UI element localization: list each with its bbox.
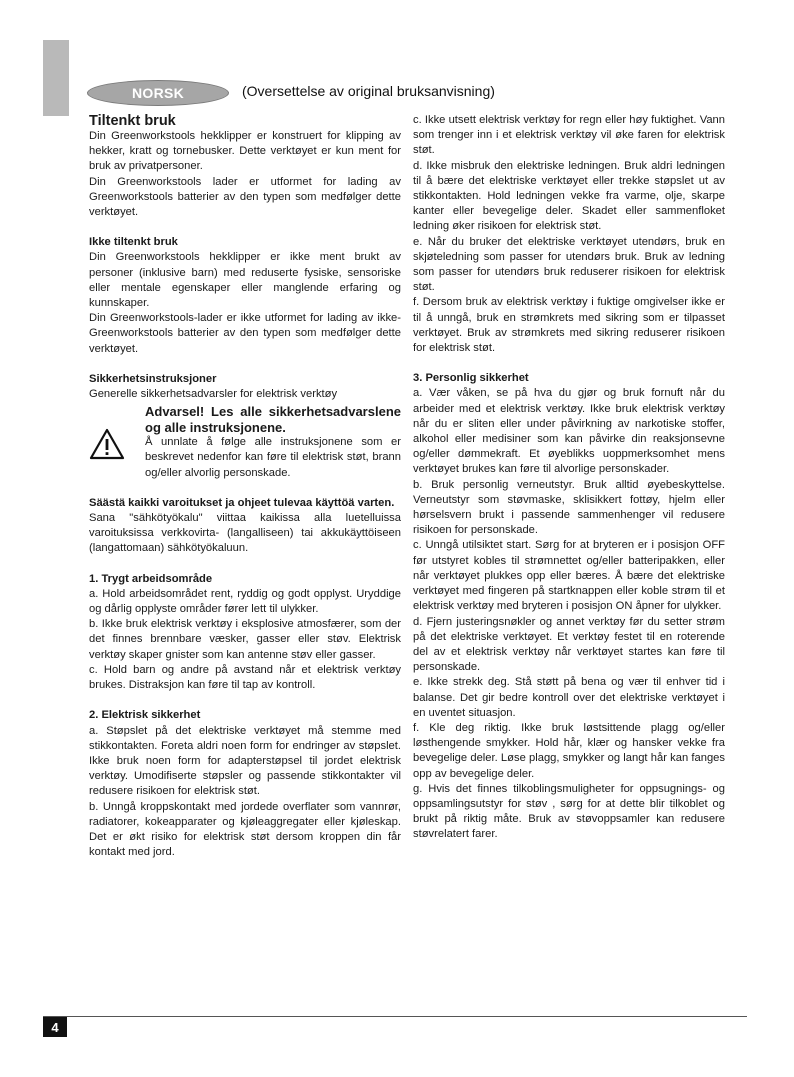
safety-subheading: Generelle sikkerhetsadvarsler for elektrisk verktøy [89, 388, 338, 401]
language-badge: NORSK [87, 80, 229, 106]
work-area-item-c: c. Hold barn og andre på avstand når et elektrisk verktøy brukes. Distraksjon kan føre til tap av kontroll. [89, 663, 401, 692]
electrical-item-f: f. Dersom bruk av elektrisk verktøy i fuktige omgivelser ikke er til å unngå, bruk en strømkrets med sikring som er tilpasset verktøyet. Bruk av strømkrets med sikring reduserer risikoen for elektrisk støt. [413, 296, 725, 355]
not-intended-paragraph: Din Greenworkstools hekklipper er ikke ment brukt av personer (inklusive barn) med reduserte fysiske, sensoriske eller mentale egenskaper eller manglende erfaring og kunnskaper. [89, 251, 401, 310]
charger-not-intended-paragraph: Din Greenworkstools-lader er ikke utformet for lading av ikke-Greenworkstools batterier av den typen som medfølger dette verktøyet. [89, 312, 401, 355]
warning-block [89, 404, 401, 481]
finnish-paragraph: Sana "sähkötyökalu" viittaa kaikissa alla luetelluissa varoituksissa verkkovirta- (langalliseen) tai akkukäyttöiseen (langattomaan) sähkötyökaluun. [89, 512, 401, 555]
not-intended-heading: Ikke tiltenkt bruk [89, 236, 178, 249]
work-area-item-b: b. Ikke bruk elektrisk verktøy i eksplosive atmosfærer, som der det finnes brennbare væsker, gasser eller støv. Elektrisk verktøy skaper gnister som kan antenne støv eller gasser. [89, 618, 401, 661]
personal-item-c: c. Unngå utilsiktet start. Sørg for at bryteren er i posisjon OFF før utstyret kobles til strømnettet og/eller batteripakken, eller når verktøyet plukkes opp eller bæres. Å bære det elektriske verktøyet med fingeren på startknappen eller koble strøm til et elektrisk verktøy med bryteren i posisjon ON åpner for ulykker. [413, 539, 725, 613]
charger-intended-paragraph: Din Greenworkstools lader er utformet for lading av Greenworkstools batterier av den typen som medfølger dette verktøyet. [89, 175, 401, 219]
work-area-heading: 1. Trygt arbeidsområde [89, 572, 213, 585]
page-number: 4 [43, 1017, 67, 1037]
electrical-item-e: e. Når du bruker det elektriske verktøyet utendørs, bruk en skjøteledning som passer for utendørs bruk. Bruk av ledning som passer for utendørs bruk reduserer risikoen for elektrisk støt. [413, 235, 725, 294]
finnish-heading: Säästä kaikki varoitukset ja ohjeet tulevaa käyttöä varten. [89, 496, 395, 509]
warning-triangle-icon [89, 404, 145, 481]
personal-item-a: a. Vær våken, se på hva du gjør og bruk fornuft når du arbeider med et elektrisk verktøy. Ikke bruk elektrisk verktøy når du er sliten eller under påvirkning av narkotiske stoffer, alkohol eller medisiner som kan påvirke din reaksjonsevne og/eller dømmekraft. Et øyeblikks uoppmerksomhet mens verktøyet brukes kan føre til alvorlige personskader. [413, 387, 725, 476]
intended-use-paragraph: Din Greenworkstools hekklipper er konstruert for klipping av hekker, kratt og tornebusker. Dette verktøyet er kun ment for bruk av privatpersoner. [89, 130, 401, 173]
electrical-safety-heading: 2. Elektrisk sikkerhet [89, 709, 201, 722]
intended-use-heading: Tiltenkt bruk [89, 113, 176, 129]
right-column [413, 113, 725, 843]
personal-safety-heading: 3. Personlig sikkerhet [413, 372, 529, 385]
warning-text: Å unnlate å følge alle instruksjonene som er beskrevet nedenfor kan føre til elektrisk støt, brann og/eller alvorlig personskade. [145, 436, 401, 479]
manual-subtitle: (Oversettelse av original bruksanvisning) [242, 83, 495, 99]
personal-item-e: e. Ikke strekk deg. Stå støtt på bena og vær til enhver tid i balanse. Det gir bedre kontroll over det elektriske verktøyet i en uventet situasjon. [413, 676, 725, 719]
warning-title: Advarsel! Les alle sikkerhetsadvarslene og alle instruksjonene. [145, 404, 401, 435]
left-column [89, 113, 401, 860]
electrical-item-c: c. Ikke utsett elektrisk verktøy for regn eller høy fuktighet. Vann som trenger inn i et elektrisk verktøy vil øke faren for elektrisk støt. [413, 114, 725, 157]
personal-item-g: g. Hvis det finnes tilkoblingsmuligheter for oppsugnings- og oppsamlingsutstyr for støv , sørg for at dette blir tilkoblet og brukt på riktig måte. Bruk av støvoppsamler kan redusere støvrelatert farer. [413, 782, 725, 841]
side-tab-marker [43, 40, 69, 116]
personal-item-f: f. Kle deg riktig. Ikke bruk løstsittende plagg og/eller løsthengende smykker. Hold hår, klær og hansker vekke fra bevegelige deler. Løse plagg, smykker og langt hår kan fanges opp av bevegelige deler. [413, 721, 725, 780]
personal-item-d: d. Fjern justeringsnøkler og annet verktøy før du setter strøm på det elektriske verktøyet. Et verktøy festet til en roterende del av et elektrisk verktøy når verktøyet startes kan føre til personskade. [413, 615, 725, 674]
personal-item-b: b. Bruk personlig verneutstyr. Bruk alltid øyebeskyttelse. Verneutstyr som støvmaske, sklisikkert fottøy, hjelm eller hørselsvern brukt i passende sammenhenger vil redusere risikoen for personskade. [413, 478, 725, 537]
electrical-item-a: a. Støpslet på det elektriske verktøyet må stemme med stikkontakten. Foreta aldri noen form for endringer av støpslet. Ikke bruk noen form for adapterstøpsel til jordet elektrisk verktøy. Umodifiserte støpsler og passende stikkontakter vil redusere risikoen for elektrisk støt. [89, 724, 401, 798]
work-area-item-a: a. Hold arbeidsområdet rent, ryddig og godt opplyst. Uryddige og dårlig opplyste områder fører lett til ulykker. [89, 587, 401, 616]
safety-heading: Sikkerhetsinstruksjoner [89, 372, 217, 385]
electrical-item-b: b. Unngå kroppskontakt med jordede overflater som vannrør, radiatorer, kokeapparater og kjøleaggregater eller kjøleskap. Det er økt risiko for elektrisk støt dersom kroppen din får kontakt med jord. [89, 800, 401, 859]
electrical-item-d: d. Ikke misbruk den elektriske ledningen. Bruk aldri ledningen til å bære det elektriske verktøyet eller trekke støpslet ut av stikkontakten. Hold ledningen vekke fra varme, olje, skarpe kanter eller bevegelige deler. Skadet eller sammenfloket ledning øker risikoen for elektrisk støt. [413, 159, 725, 233]
footer-divider [43, 1016, 747, 1017]
